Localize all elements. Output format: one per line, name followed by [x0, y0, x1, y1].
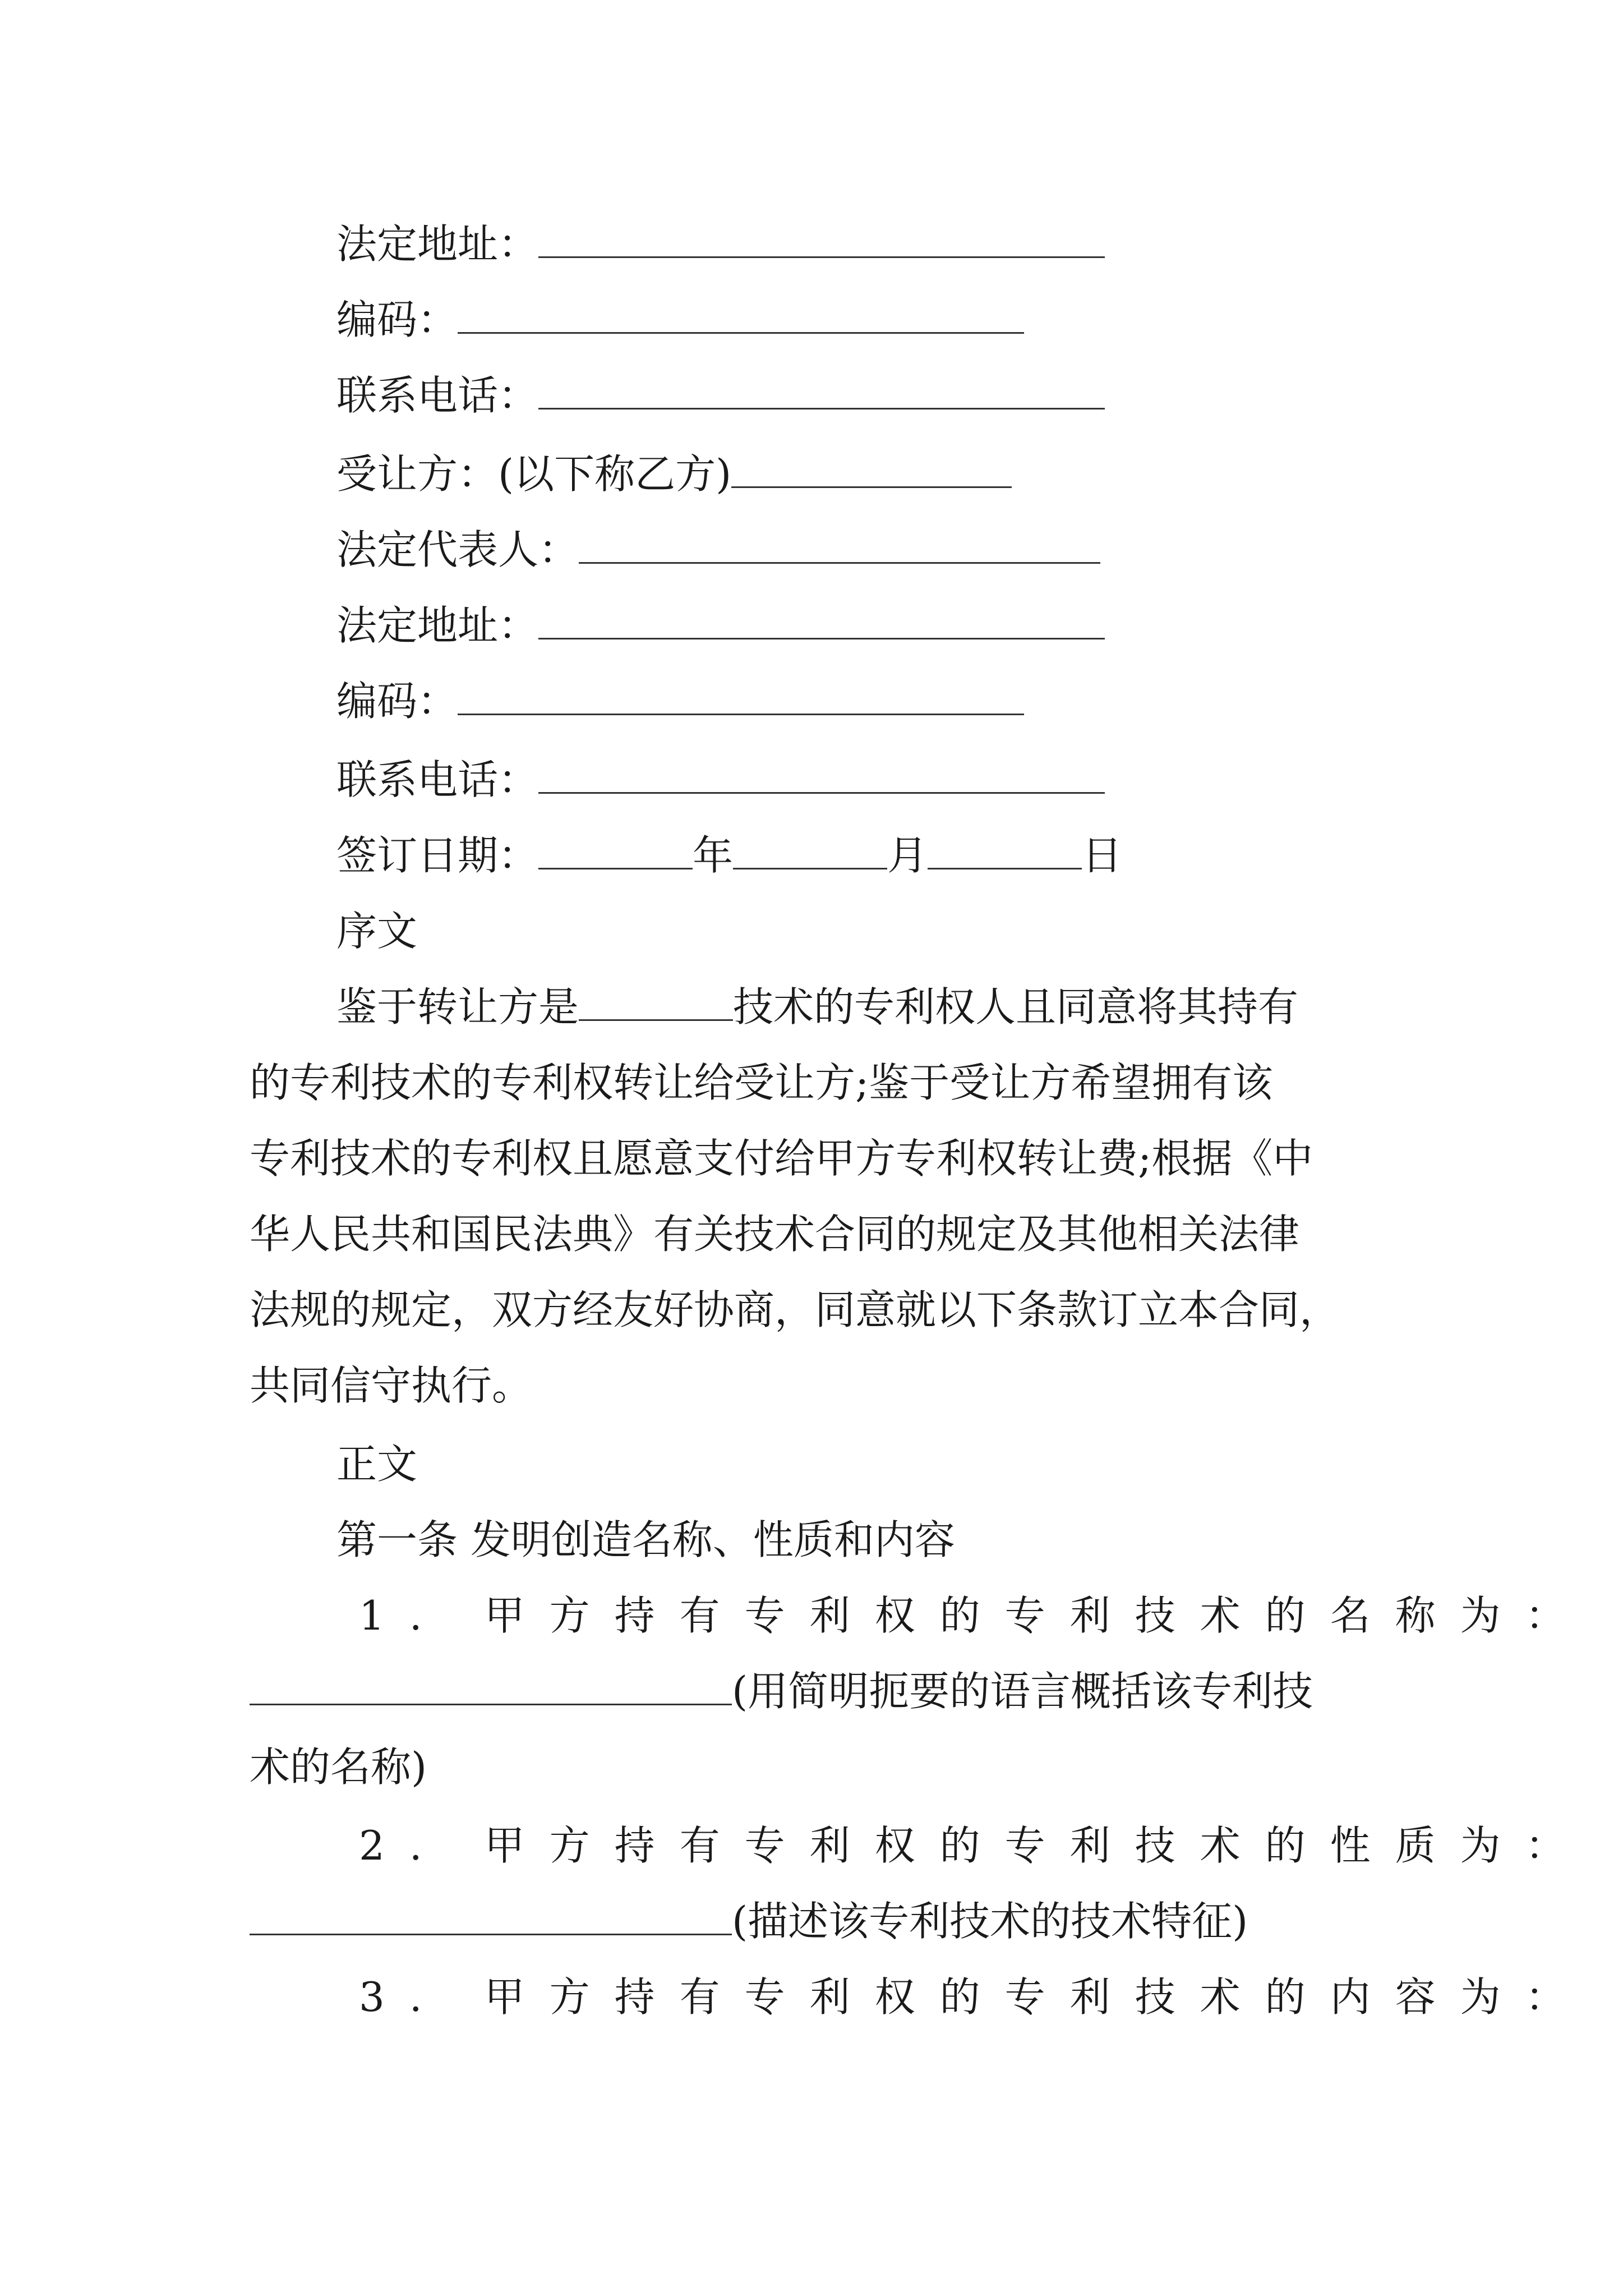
- preface-heading: 序文: [336, 908, 418, 955]
- item-2-note-line: [250, 1893, 1248, 1949]
- party-b-phone-label: 联系电话：: [336, 756, 539, 803]
- party-b-title: 受让方：(以下称乙方): [336, 450, 732, 498]
- party-b-address-label: 法定地址：: [336, 602, 539, 649]
- party-b-name-blank[interactable]: [731, 447, 1012, 488]
- item-1-note-line: [250, 1663, 1313, 1719]
- signing-date-line: [336, 827, 1122, 884]
- item-2-nature-blank[interactable]: [250, 1894, 732, 1935]
- preface-line-5: 法规的规定，双方经友好协商，同意就以下条款订立本合同，: [250, 1286, 1340, 1333]
- item-1-tail: 术的名称): [250, 1743, 427, 1791]
- preface-line-4: 华人民共和国民法典》有关技术合同的规定及其他相关法律: [250, 1211, 1300, 1258]
- party-b-code-line: [336, 673, 1024, 729]
- signing-year-blank[interactable]: [538, 829, 693, 869]
- party-b-code-label: 编码：: [336, 678, 458, 725]
- party-b-rep-line: [336, 522, 1100, 578]
- party-a-code-label: 编码：: [336, 296, 458, 343]
- preface-tech-blank[interactable]: [579, 980, 733, 1021]
- party-b-phone-blank[interactable]: [538, 753, 1105, 794]
- article-1-title: 第一条 发明创造名称、性质和内容: [336, 1516, 955, 1563]
- party-a-code-blank[interactable]: [458, 293, 1024, 334]
- party-b-address-blank[interactable]: [538, 599, 1105, 639]
- party-b-rep-label: 法定代表人：: [336, 526, 579, 573]
- signing-month-blank[interactable]: [733, 829, 887, 869]
- main-heading: 正文: [336, 1441, 418, 1488]
- item-2-text: 2. 甲方持有专利权的专利技术的性质为：: [359, 1822, 1590, 1869]
- party-b-title-line: [336, 446, 1012, 502]
- signing-day-blank[interactable]: [928, 829, 1082, 869]
- preface-line-1-b: 技术的专利权人且同意将其持有: [733, 983, 1299, 1030]
- item-3-text: 3. 甲方持有专利权的专利技术的内容为：: [359, 1973, 1590, 2021]
- party-a-phone-label: 联系电话：: [336, 372, 539, 419]
- party-a-address-blank[interactable]: [538, 217, 1105, 258]
- party-a-address-line: [336, 216, 1105, 272]
- item-1-name-blank[interactable]: [250, 1664, 732, 1705]
- signing-day-label: 日: [1082, 832, 1123, 879]
- preface-line-1-a: 鉴于转让方是: [336, 983, 579, 1030]
- party-b-phone-line: [336, 752, 1105, 808]
- party-b-rep-blank[interactable]: [579, 523, 1100, 564]
- party-b-code-blank[interactable]: [458, 674, 1024, 715]
- signing-year-label: 年: [693, 832, 734, 879]
- item-1-note: (用简明扼要的语言概括该专利技: [732, 1668, 1313, 1715]
- party-a-code-line: [336, 292, 1024, 348]
- item-1-text: 1. 甲方持有专利权的专利技术的名称为：: [359, 1592, 1590, 1639]
- preface-line-1: [336, 979, 1298, 1035]
- party-a-phone-line: [336, 367, 1105, 424]
- signing-date-label: 签订日期：: [336, 832, 539, 879]
- preface-line-3: 专利技术的专利权且愿意支付给甲方专利权转让费;根据《中: [250, 1135, 1313, 1182]
- party-a-address-label: 法定地址：: [336, 220, 539, 268]
- preface-line-6: 共同信守执行。: [250, 1362, 533, 1409]
- signing-month-label: 月: [887, 832, 928, 879]
- preface-line-2: 的专利技术的专利权转让给受让方;鉴于受让方希望拥有该: [250, 1059, 1273, 1106]
- party-a-phone-blank[interactable]: [538, 369, 1105, 409]
- item-2-note: (描述该专利技术的技术特征): [732, 1898, 1248, 1945]
- party-b-address-line: [336, 597, 1105, 654]
